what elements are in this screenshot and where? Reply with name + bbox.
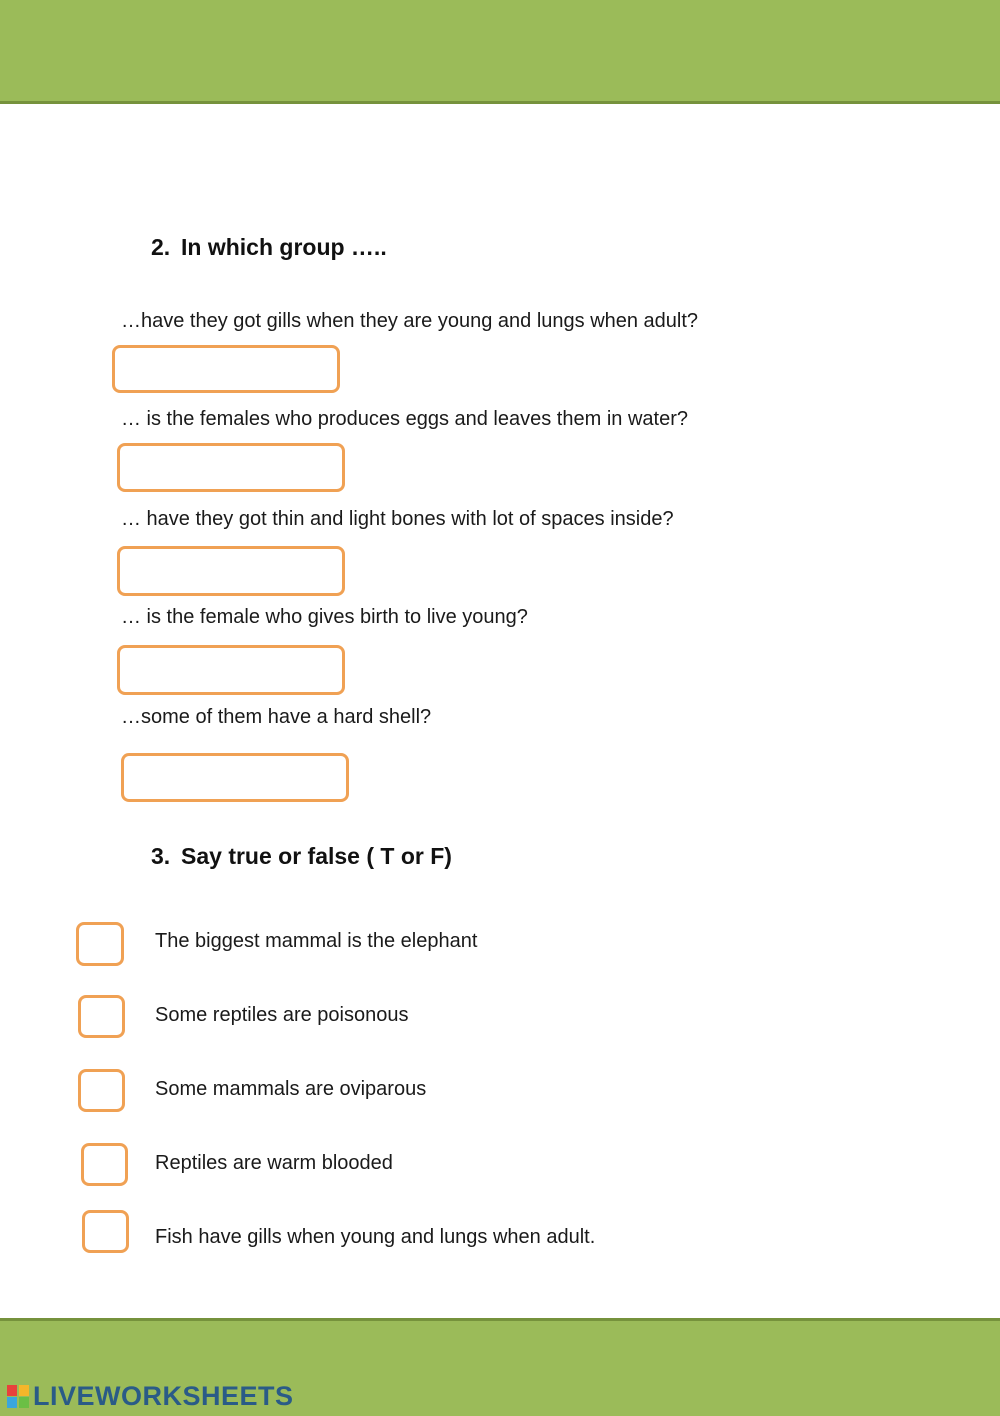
section-3-heading bbox=[151, 843, 452, 870]
section-2-title: In which group ….. bbox=[181, 234, 387, 260]
question-5: …some of them have a hard shell? bbox=[121, 706, 432, 728]
tf-statement-5: Fish have gills when young and lungs when adult. bbox=[155, 1226, 596, 1248]
question-3: … have they got thin and light bones with lot of spaces inside? bbox=[121, 508, 674, 530]
tf-statement-2: Some reptiles are poisonous bbox=[155, 1004, 409, 1026]
section-3-number: 3. bbox=[151, 843, 171, 869]
answer-field-2[interactable] bbox=[117, 443, 345, 492]
answer-field-5[interactable] bbox=[121, 753, 349, 802]
tf-answer-field-1[interactable] bbox=[76, 922, 124, 966]
section-2-heading bbox=[151, 234, 387, 261]
question-2: … is the females who produces eggs and leaves them in water? bbox=[121, 408, 688, 430]
tf-statement-1: The biggest mammal is the elephant bbox=[155, 930, 478, 952]
header-band bbox=[0, 0, 1000, 104]
answer-field-4[interactable] bbox=[117, 645, 345, 695]
tf-answer-field-2[interactable] bbox=[78, 995, 125, 1038]
tf-statement-3: Some mammals are oviparous bbox=[155, 1078, 427, 1100]
answer-field-1[interactable] bbox=[112, 345, 340, 393]
tf-answer-field-3[interactable] bbox=[78, 1069, 125, 1112]
section-3-title: Say true or false ( T or F) bbox=[181, 843, 452, 869]
section-2-number: 2. bbox=[151, 234, 171, 260]
logo-text: LIVEWORKSHEETS bbox=[33, 1380, 294, 1411]
tf-statement-4: Reptiles are warm blooded bbox=[155, 1152, 393, 1174]
tf-answer-field-4[interactable] bbox=[81, 1143, 128, 1186]
question-4: … is the female who gives birth to live young? bbox=[121, 606, 528, 628]
liveworksheets-logo[interactable] bbox=[7, 1381, 294, 1411]
question-1: …have they got gills when they are young and lungs when adult? bbox=[121, 310, 699, 332]
liveworksheets-logo-icon bbox=[7, 1383, 31, 1409]
answer-field-3[interactable] bbox=[117, 546, 345, 596]
tf-answer-field-5[interactable] bbox=[82, 1210, 129, 1253]
